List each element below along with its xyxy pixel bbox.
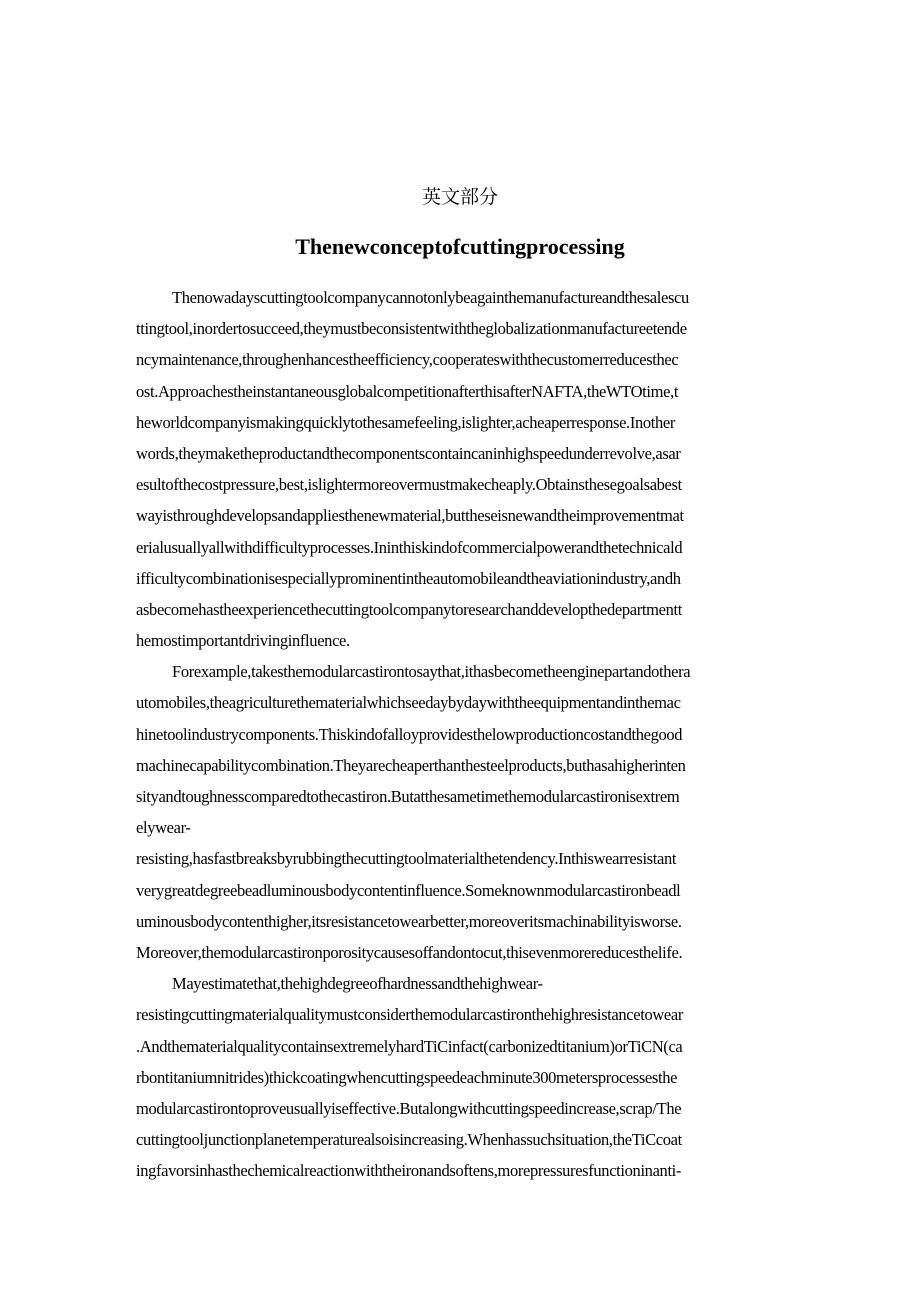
paragraph-3-line: ingfavorsinhasthechemicalreactionwiththeironandsoftens,morepressuresfunctioninanti- (136, 1161, 682, 1181)
paragraph-1-line: heworldcompanyismakingquicklytothesamefeeling,islighter,acheaperresponse.Inother (136, 412, 676, 432)
paragraph-2-line: Moreover,themodularcastironporositycausesoffandontocut,thisevenmorereducesthelife. (136, 942, 683, 962)
paragraph-1-line: erialusuallyallwithdifficultyprocesses.Ininthiskindofcommercialpowerandthetechnicald (136, 537, 683, 557)
paragraph-1-line: ncymaintenance,throughenhancestheefficiency,cooperateswiththecustomerreducesthec (136, 350, 679, 370)
paragraph-1-line: ost.ApproachestheinstantaneousglobalcompetitionafterthisafterNAFTA,theWTOtime,t (136, 381, 679, 401)
paragraph-2-line: resisting,hasfastbreaksbyrubbingthecuttingtoolmaterialthetendency.Inthiswearresistant (136, 849, 677, 869)
paragraph-2-line: Forexample,takesthemodularcastirontosaythat,ithasbecometheenginepartandothera (172, 662, 691, 682)
body-text (136, 282, 786, 1186)
paragraph-2-line: elywear- (136, 818, 191, 838)
paragraph-3-line: Mayestimatethat,thehighdegreeofhardnessandthehighwear- (172, 974, 543, 994)
paragraph-3-line: rbontitaniumnitrides)thickcoatingwhencuttingspeedeachminute300metersprocessesthe (136, 1067, 678, 1087)
paragraph-2-line: verygreatdegreebeadluminousbodycontentinfluence.Someknownmodularcastironbeadl (136, 880, 681, 900)
paragraph-3-line: resistingcuttingmaterialqualitymustconsiderthemodularcastironthehighresistancetowear (136, 1005, 684, 1025)
paragraph-3-line: .AndthematerialqualitycontainsextremelyhardTiCinfact(carbonizedtitanium)orTiCN(ca (136, 1036, 683, 1056)
section-label: 英文部分 (421, 186, 498, 208)
paragraph-1-line: Thenowadayscuttingtoolcompanycannotonlybeagainthemanufactureandthesalescu (172, 288, 689, 307)
paragraph-1-line: asbecomehastheexperiencethecuttingtoolcompanytoresearchanddevelopthedepartmentt (136, 599, 682, 619)
paragraph-1-line: ifficultycombinationisespeciallyprominentintheautomobileandtheaviationindustry,andh (136, 568, 681, 588)
paragraph-1-line: esultofthecostpressure,best,islightermoreovermustmakecheaply.Obtainsthesegoalsabest (136, 475, 682, 495)
paragraph-3-line: cuttingtooljunctionplanetemperaturealsoisincreasing.Whenhassuchsituation,theTiCcoat (136, 1130, 682, 1150)
paragraph-2-line: machinecapabilitycombination.Theyarecheaperthanthesteelproducts,buthasahigherinten (136, 755, 686, 775)
paragraph-2-line: utomobiles,theagriculturethematerialwhichseedaybydaywiththeequipmentandinthemac (136, 693, 681, 713)
paragraph-1-line: hemostimportantdrivinginfluence. (136, 631, 350, 651)
paragraph-1-line: wayisthroughdevelopsandappliesthenewmaterial,buttheseisnewandtheimprovementmat (136, 506, 684, 526)
paragraph-3-line: modularcastirontoproveusuallyiseffective.Butalongwithcuttingspeedincrease,scrap/The (136, 1098, 682, 1118)
paragraph-1-line: ttingtool,inordertosucceed,theymustbeconsistentwiththeglobalizationmanufactureetende (136, 319, 687, 339)
document-title: Thenewconceptofcuttingprocessing (295, 234, 625, 259)
paragraph-2-line: hinetoolindustrycomponents.Thiskindofalloyprovidesthelowproductioncostandthegood (136, 724, 683, 744)
paragraph-1-line: words,theymaketheproductandthecomponentscontaincaninhighspeedunderrevolve,asar (136, 443, 681, 463)
paragraph-2-line: uminousbodycontenthigher,itsresistancetowearbetter,moreoveritsmachinabilityisworse. (136, 911, 682, 931)
paragraph-2-line: sityandtoughnesscomparedtothecastiron.Butatthesametimethemodularcastironisextrem (136, 787, 680, 806)
